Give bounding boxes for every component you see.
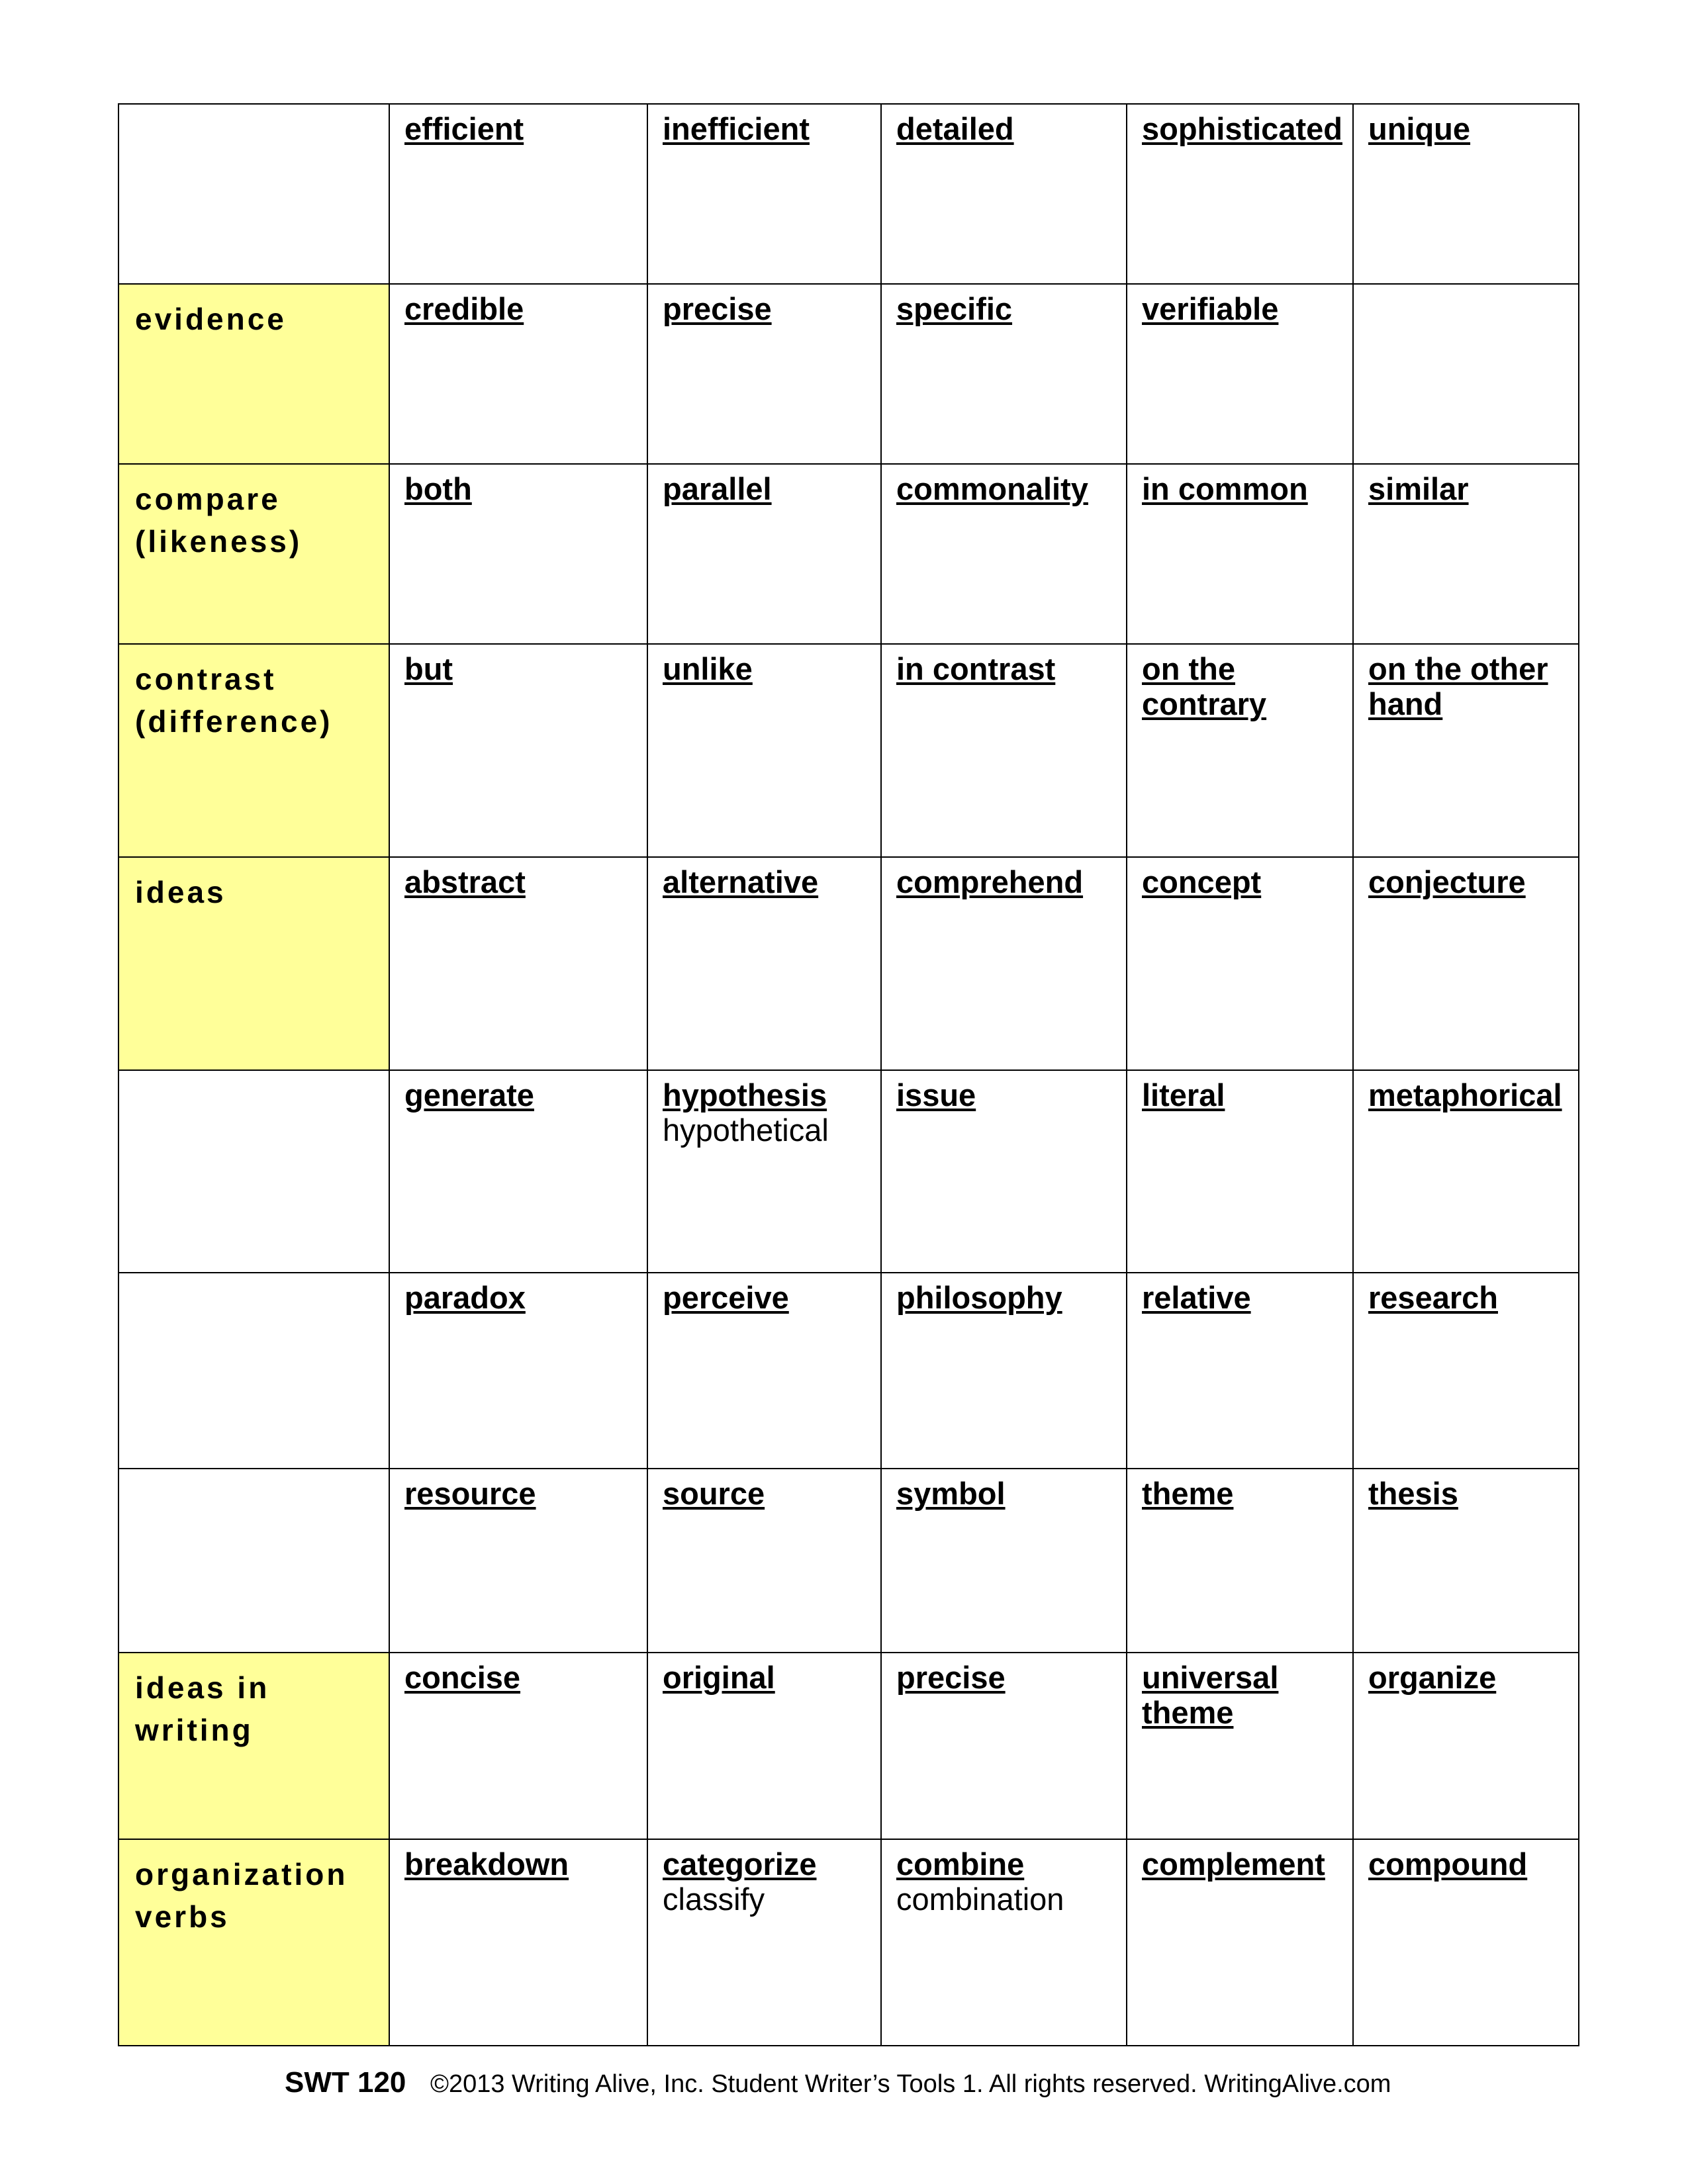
word-cell: [1353, 1273, 1579, 1469]
word-cell: [647, 104, 881, 284]
word-group: [648, 1280, 880, 1315]
vocabulary-word: organize: [1368, 1660, 1497, 1695]
word-cell: [1127, 1469, 1353, 1653]
vocabulary-word: sophisticated: [1142, 111, 1342, 146]
vocabulary-word: philosophy: [896, 1280, 1062, 1315]
vocabulary-word: abstract: [404, 864, 526, 899]
word-cell: [647, 857, 881, 1070]
word-group: [1127, 1476, 1352, 1511]
word-group: [882, 471, 1126, 506]
word-group: [648, 651, 880, 686]
table-body: [118, 104, 1579, 2046]
vocabulary-word: hypothesis: [663, 1077, 827, 1113]
category-cell: [118, 1273, 389, 1469]
category-cell: [118, 1839, 389, 2046]
word-cell: [389, 1469, 647, 1653]
table-row: [118, 1839, 1579, 2046]
vocabulary-word: parallel: [663, 471, 772, 506]
vocabulary-word: similar: [1368, 471, 1469, 506]
category-cell: [118, 104, 389, 284]
vocabulary-word: detailed: [896, 111, 1014, 146]
word-group: [648, 291, 880, 326]
word-group: [882, 864, 1126, 899]
word-cell: [881, 284, 1127, 464]
word-group: [882, 651, 1126, 686]
word-group: [648, 1077, 880, 1148]
word-cell: [1353, 1653, 1579, 1839]
vocabulary-word: theme: [1142, 1476, 1234, 1511]
word-group: [648, 1660, 880, 1695]
vocabulary-word: thesis: [1368, 1476, 1458, 1511]
vocabulary-word: verifiable: [1142, 291, 1279, 326]
word-cell: [1127, 284, 1353, 464]
vocabulary-word: original: [663, 1660, 775, 1695]
vocabulary-word: alternative: [663, 864, 819, 899]
vocabulary-word: combine: [896, 1846, 1025, 1882]
word-cell: [389, 284, 647, 464]
word-cell: [389, 857, 647, 1070]
table-row: [118, 644, 1579, 857]
word-cell: [647, 464, 881, 644]
vocabulary-word: issue: [896, 1077, 976, 1113]
word-cell: [881, 1070, 1127, 1273]
vocabulary-word: specific: [896, 291, 1013, 326]
word-cell: [881, 1273, 1127, 1469]
word-group: [1127, 111, 1352, 146]
vocabulary-word: conjecture: [1368, 864, 1526, 899]
word-cell: [881, 1469, 1127, 1653]
vocabulary-word: inefficient: [663, 111, 810, 146]
category-label: organization verbs: [135, 1857, 348, 1934]
category-label: evidence: [135, 302, 287, 336]
word-cell: [647, 644, 881, 857]
vocabulary-word: research: [1368, 1280, 1498, 1315]
table-row: [118, 1070, 1579, 1273]
word-group: [1127, 1846, 1352, 1882]
vocabulary-word: concise: [404, 1660, 521, 1695]
category-label: [119, 1273, 389, 1287]
word-cell: [647, 1653, 881, 1839]
category-label: ideas in writing: [135, 1670, 270, 1747]
word-group: [1354, 1077, 1578, 1113]
word-cell: [1127, 857, 1353, 1070]
word-group: [648, 1476, 880, 1511]
word-group: [882, 1280, 1126, 1315]
word-group: [1127, 1077, 1352, 1113]
word-cell: [389, 1273, 647, 1469]
vocabulary-word: unlike: [663, 651, 753, 686]
word-group: [1127, 651, 1352, 721]
category-cell: [118, 644, 389, 857]
word-cell: [1353, 644, 1579, 857]
word-group: [648, 471, 880, 506]
category-label: [119, 105, 389, 118]
table-row: [118, 464, 1579, 644]
word-group: [1127, 471, 1352, 506]
word-cell: [1353, 857, 1579, 1070]
word-group: [882, 111, 1126, 146]
word-group: [1354, 1846, 1578, 1882]
word-group: [390, 1077, 647, 1113]
word-group: [648, 1846, 880, 1917]
table-row: [118, 284, 1579, 464]
word-group: [390, 111, 647, 146]
category-label: ideas: [135, 875, 226, 909]
word-group: [390, 291, 647, 326]
word-group: [1354, 651, 1578, 721]
vocabulary-word: universal theme: [1142, 1660, 1279, 1730]
related-word: combination: [896, 1882, 1064, 1917]
category-label: [119, 1071, 389, 1084]
vocabulary-word: comprehend: [896, 864, 1084, 899]
category-cell: [118, 1653, 389, 1839]
word-group: [1127, 1660, 1352, 1730]
word-cell: [1353, 1839, 1579, 2046]
word-cell: [389, 644, 647, 857]
vocabulary-table: [118, 103, 1579, 2046]
related-word: classify: [663, 1882, 765, 1917]
word-group: [390, 471, 647, 506]
word-group: [1127, 1280, 1352, 1315]
category-label: compare (likeness): [135, 482, 303, 559]
word-group: [1127, 864, 1352, 899]
word-cell: [881, 104, 1127, 284]
vocabulary-word: complement: [1142, 1846, 1325, 1882]
category-cell: [118, 284, 389, 464]
word-group: [390, 1280, 647, 1315]
word-group: [648, 864, 880, 899]
vocabulary-word: both: [404, 471, 472, 506]
table-row: [118, 1469, 1579, 1653]
word-group: [1354, 1280, 1578, 1315]
vocabulary-word: credible: [404, 291, 524, 326]
word-group: [882, 1846, 1126, 1917]
vocabulary-word: relative: [1142, 1280, 1251, 1315]
word-cell: [1353, 1469, 1579, 1653]
word-cell: [1127, 1653, 1353, 1839]
table-row: [118, 857, 1579, 1070]
word-cell: [1127, 104, 1353, 284]
vocabulary-word: on the contrary: [1142, 651, 1267, 721]
word-cell: [389, 104, 647, 284]
category-cell: [118, 857, 389, 1070]
word-group: [1354, 1660, 1578, 1695]
vocabulary-word: paradox: [404, 1280, 526, 1315]
word-group: [1354, 471, 1578, 506]
word-cell: [647, 284, 881, 464]
category-label: contrast (difference): [135, 662, 333, 739]
related-word: hypothetical: [663, 1113, 829, 1148]
word-group: [390, 1476, 647, 1511]
word-group: [390, 864, 647, 899]
word-group: [1354, 1476, 1578, 1511]
word-cell: [1127, 464, 1353, 644]
vocabulary-word: efficient: [404, 111, 524, 146]
word-group: [390, 1660, 647, 1695]
word-cell: [881, 857, 1127, 1070]
vocabulary-word: precise: [663, 291, 772, 326]
word-cell: [647, 1273, 881, 1469]
footer-copyright: ©2013 Writing Alive, Inc. Student Writer’s Tools 1. All rights reserved. WritingAlive.com: [430, 2070, 1391, 2098]
word-group: [390, 1846, 647, 1882]
word-group: [648, 111, 880, 146]
footer-code: SWT 120: [285, 2066, 406, 2099]
word-cell: [1127, 1070, 1353, 1273]
vocabulary-word: concept: [1142, 864, 1262, 899]
word-cell: [389, 464, 647, 644]
vocabulary-word: generate: [404, 1077, 534, 1113]
word-group: [882, 1476, 1126, 1511]
vocabulary-word: source: [663, 1476, 765, 1511]
vocabulary-word: breakdown: [404, 1846, 569, 1882]
table-row: [118, 1653, 1579, 1839]
word-cell: [881, 1839, 1127, 2046]
page-footer: [285, 2066, 1542, 2099]
word-cell: [1353, 464, 1579, 644]
word-cell: [1127, 1273, 1353, 1469]
word-cell: [1353, 284, 1579, 464]
word-cell: [389, 1653, 647, 1839]
vocabulary-word: literal: [1142, 1077, 1225, 1113]
word-cell: [647, 1469, 881, 1653]
vocabulary-word: in contrast: [896, 651, 1056, 686]
category-cell: [118, 1469, 389, 1653]
word-cell: [881, 1653, 1127, 1839]
word-group: [1354, 111, 1578, 146]
vocabulary-word: unique: [1368, 111, 1471, 146]
word-cell: [1353, 104, 1579, 284]
vocabulary-word: commonality: [896, 471, 1088, 506]
table-row: [118, 104, 1579, 284]
word-cell: [389, 1839, 647, 2046]
vocabulary-word: symbol: [896, 1476, 1006, 1511]
word-cell: [647, 1839, 881, 2046]
vocabulary-word: compound: [1368, 1846, 1528, 1882]
word-cell: [1127, 644, 1353, 857]
word-group: [390, 651, 647, 686]
word-cell: [647, 1070, 881, 1273]
word-group: [882, 1077, 1126, 1113]
vocabulary-word: categorize: [663, 1846, 817, 1882]
category-label: [119, 1469, 389, 1482]
word-cell: [1353, 1070, 1579, 1273]
word-cell: [881, 644, 1127, 857]
vocabulary-word: precise: [896, 1660, 1006, 1695]
vocabulary-word: on the other hand: [1368, 651, 1548, 721]
word-cell: [1127, 1839, 1353, 2046]
word-cell: [389, 1070, 647, 1273]
word-group: [882, 1660, 1126, 1695]
word-group: [1127, 291, 1352, 326]
word-cell: [881, 464, 1127, 644]
vocabulary-word: but: [404, 651, 453, 686]
category-cell: [118, 464, 389, 644]
table-row: [118, 1273, 1579, 1469]
vocabulary-word: perceive: [663, 1280, 789, 1315]
vocabulary-word: metaphorical: [1368, 1077, 1562, 1113]
category-cell: [118, 1070, 389, 1273]
vocabulary-word: in common: [1142, 471, 1308, 506]
word-group: [1354, 864, 1578, 899]
vocabulary-word: resource: [404, 1476, 536, 1511]
word-group: [882, 291, 1126, 326]
